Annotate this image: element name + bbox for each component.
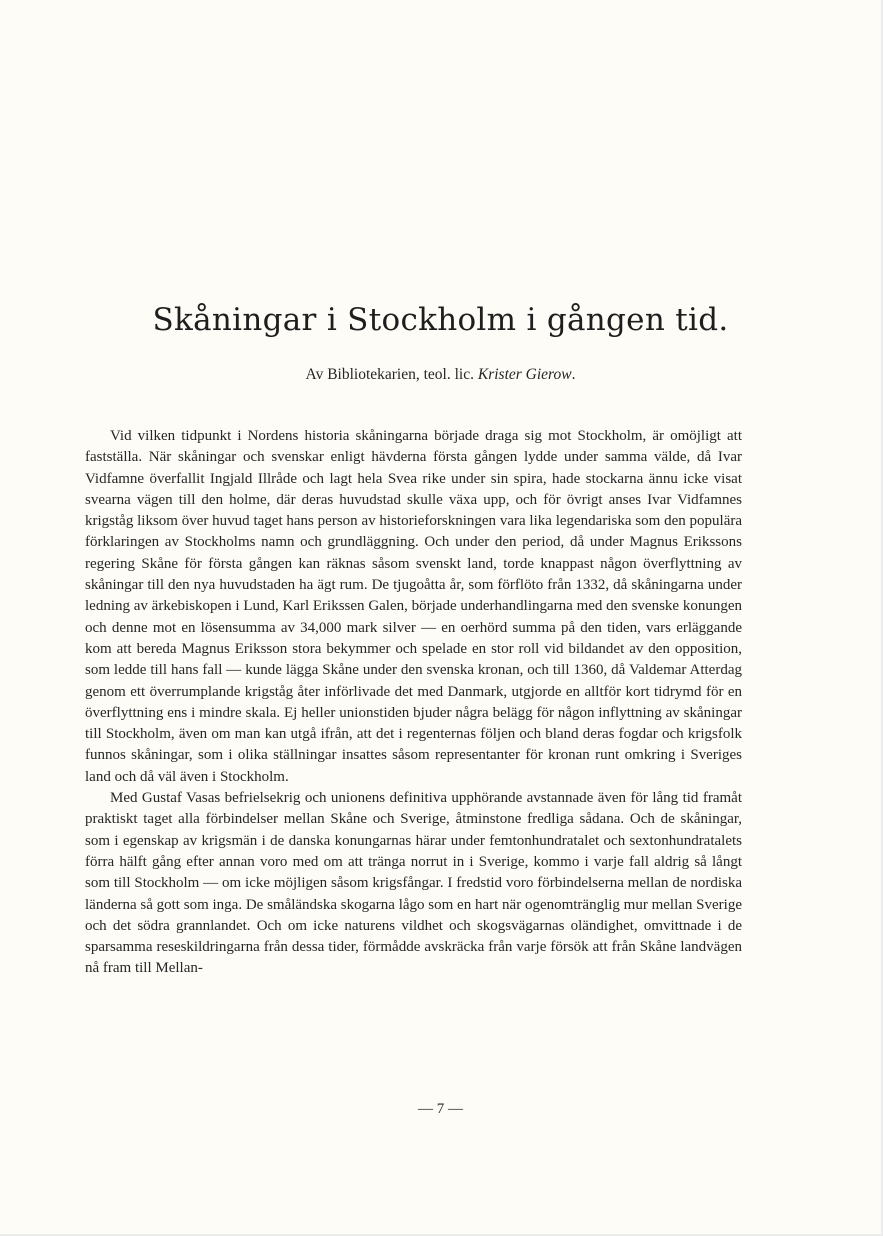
paragraph-2: Med Gustaf Vasas befrielsekrig och unionens definitiva upphörande avstannade även för lång tid framåt praktiskt taget alla förbindelser mellan Skåne och Sverige, åtminstone fredliga sådana. Och de skåningar, som i egenskap av krigsmän i de danska konungarnas härar under femtonhundratalet och sextonhundratalets förra hälft gång efter annan voro med om att tränga norrut in i Sverige, kommo i varje fall aldrig så långt som till Stockholm — om icke möjligen såsom krigsfångar. I fredstid voro förbindelserna mellan de nordiska länderna så gott som inga. De småländska skogarna lågo som en hart när ogenomtränglig mur mellan Sverige och det södra grannlandet. Och om icke naturens vildhet och skogsvägarnas oländighet, omvittnade i de sparsamma reseskildringarna från dessa tider, förmådde avskräcka från varje försök att från Skåne landvägen nå fram till Mellan- [85,790,742,977]
byline-suffix: . [571,366,576,383]
byline-prefix: Av Bibliotekarien, teol. lic. [305,366,478,383]
page-number: — 7 — [418,1101,463,1117]
paragraph-1: Vid vilken tidpunkt i Nordens historia skåningarna började draga sig mot Stockholm, är omöjligt att fastställa. När skåningar och svenskar enligt hävderna första gången lydde under samma välde, då Ivar Vidfamne överfallit Ingjald Illråde och lagt hela Svea rike under sin spira, hade stockarna ännu icke visat svearna vägen till den holme, där deras huvudstad skulle växa upp, och för övrigt anses Ivar Vidfamnes krigståg liksom över huvud taget hans person av historieforskningen vara lika legendariska som den populära förklaringen av Stockholms namn och grundläggning. Och under den period, då under Magnus Erikssons regering Skåne för första gången kan räknas såsom svenskt land, torde knappast någon överflyttning av skåningar till den nya huvudstaden ha ägt rum. De tjugoåtta år, som förflöto från 1332, då skåningarna under ledning av ärkebiskopen i Lund, Karl Erikssen Galen, började underhandlingarna med den svenske konungen och denne mot en lösensumma av 34,000 mark silver — en oerhörd summa på den tiden, vars erläggande kom att bereda Magnus Eriksson stora bekymmer och spelade en stor roll vid bildandet av den opposition, som ledde till hans fall — kunde lägga Skåne under den svenska kronan, och till 1360, då Valdemar Atterdag genom ett överrumplande krigståg åter införlivade det med Danmark, utgjorde en alltför kort tidrymd för en överflyttning ens i mindre skala. Ej heller unionstiden bjuder några belägg för någon inflyttning av skåningar till Stockholm, även om man kan utgå ifrån, att det i regenternas följen och bland deras fogdar och krigsfolk funnos skåningar, som i olika ställningar insattes såsom representanter för kronan runt omkring i Sveriges land och då väl även i Stockholm. [85,428,742,785]
article-title: Skåningar i Stockholm i gången tid. [152,302,729,338]
author-name: Krister Gierow [477,366,572,383]
article-body [85,426,742,980]
byline [0,366,881,384]
